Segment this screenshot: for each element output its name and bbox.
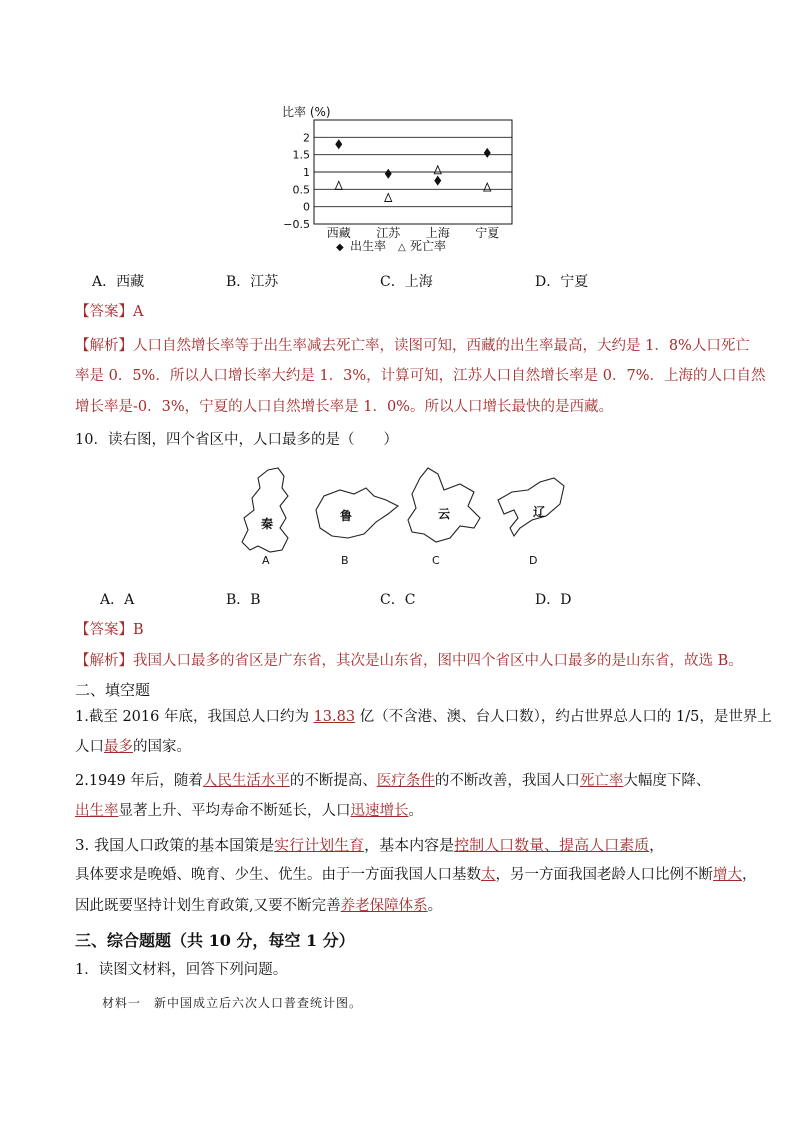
map-char-b: 鲁 — [340, 509, 353, 523]
q9-analysis-line-3: 增长率是-0．3%，宁夏的人口自然增长率是 1．0%。所以人口增长最快的是西藏。 — [75, 399, 613, 415]
y-tick-label: 0 — [303, 200, 310, 214]
text: 因此既要坚持计划生育政策,又要不断完善 — [75, 898, 341, 914]
death-rate-point — [434, 166, 441, 174]
fill-3-line-2 — [75, 865, 757, 885]
legend-marker-death: △ — [398, 242, 406, 253]
text: 人口 — [75, 739, 104, 755]
birth-rate-point — [434, 176, 441, 186]
fill-answer: 实行计划生育 — [274, 836, 365, 854]
text: 大幅度下降、 — [623, 773, 711, 789]
y-tick-label: 1 — [303, 166, 310, 179]
chart-ylabel: 比率 (%) — [282, 105, 331, 119]
comprehensive-q1: 1．读图文材料，回答下列问题。 — [75, 962, 288, 978]
map-letter-d: D — [529, 554, 538, 567]
q10-answer — [75, 620, 144, 640]
fill-2-line-2 — [75, 801, 423, 821]
fill-1-line-2 — [75, 737, 191, 757]
analysis-text: 人口自然增长率等于出生率减去死亡率，读图可知，西藏的出生率最高，大约是 1．8%人口死亡 — [133, 338, 750, 354]
text: 1.截至 2016 年底，我国总人口约为 — [75, 709, 314, 725]
fill-answer: 最多 — [104, 739, 133, 755]
birth-rate-point — [335, 139, 342, 149]
death-rate-point — [335, 181, 342, 189]
fill-3-line-1 — [75, 835, 664, 855]
y-tick-label: 2 — [303, 131, 310, 145]
text: 的不断改善，我国人口 — [434, 773, 580, 789]
map-char-d: 辽 — [533, 505, 546, 519]
analysis-tag: 【解析】 — [75, 338, 133, 354]
fill-answer: 太 — [481, 867, 496, 883]
answer-value: A — [133, 304, 144, 320]
q10-option-b: B．B — [226, 592, 261, 608]
legend-label-birth: 出生率 — [350, 239, 387, 253]
fill-answer: 养老保障体系 — [340, 898, 428, 914]
death-rate-point — [484, 183, 491, 191]
q10-option-c: C．C — [380, 592, 416, 608]
q9-option-c: C．上海 — [380, 274, 433, 290]
answer-tag: 【答案】 — [75, 622, 133, 638]
map-letter-c: C — [432, 554, 440, 567]
text: 。 — [427, 898, 443, 914]
x-category-label: 西藏 — [326, 226, 351, 240]
y-tick-label: −0.5 — [283, 218, 310, 231]
map-letter-a: A — [262, 554, 270, 567]
text: 显著上升、平均寿命不断延长，人口 — [118, 803, 351, 819]
q9-option-a: A．西藏 — [92, 274, 145, 290]
map-shaanxi-outline — [242, 468, 288, 552]
fill-answer: 人民生活水平 — [202, 773, 290, 789]
fill-answer: 迅速增长 — [350, 803, 409, 819]
q9-option-b: B．江苏 — [226, 274, 279, 290]
text: 的不断提高、 — [289, 773, 377, 789]
fill-1-line-1 — [75, 707, 772, 727]
fill-answer: 医疗条件 — [376, 773, 435, 789]
text: 。 — [408, 803, 423, 819]
text: 亿（不含港、澳、台人口数），约占世界总人口的 1/5，是世界上 — [355, 709, 772, 725]
birth-rate-point — [484, 148, 491, 158]
x-category-label: 宁夏 — [475, 226, 500, 240]
text: ， — [649, 836, 665, 854]
q9-option-d: D．宁夏 — [535, 274, 589, 290]
birth-death-rate-chart — [280, 100, 520, 260]
map-shandong-outline — [316, 488, 398, 538]
q9-analysis-line-2: 率是 0．5%．所以人口增长率大约是 1．3%，计算可知，江苏人口自然增长率是 0．7%．上海的人口自然 — [75, 368, 766, 384]
fill-answer: 增大 — [713, 867, 742, 883]
map-liaoning-outline — [498, 478, 564, 536]
text: 2.1949 年后，随着 — [75, 773, 203, 789]
q10-option-d: D．D — [535, 592, 572, 608]
death-rate-point — [385, 194, 392, 202]
text: 的国家。 — [133, 739, 191, 755]
fill-answer: 控制人口数量、提高人口素质 — [454, 836, 650, 854]
text: ， — [742, 867, 757, 883]
map-char-a: 秦 — [261, 517, 274, 531]
q10-analysis — [75, 651, 743, 671]
q9-analysis-line-1 — [75, 336, 750, 356]
section-3-heading: 三、综合题题（共 10 分，每空 1 分） — [75, 931, 355, 950]
text: ，另一方面我国老龄人口比例不断 — [495, 867, 713, 883]
map-letter-b: B — [341, 554, 349, 567]
q9-answer — [75, 302, 143, 322]
map-yunnan-outline — [408, 468, 480, 542]
section-2-heading: 二、填空题 — [75, 681, 151, 699]
analysis-tag: 【解析】 — [75, 653, 133, 669]
answer-tag: 【答案】 — [75, 304, 133, 320]
answer-value: B — [133, 622, 144, 638]
fill-answer: 死亡率 — [579, 773, 624, 789]
y-tick-label: 0.5 — [292, 183, 310, 197]
q10-question: 10．读右图，四个省区中，人口最多的是（ ） — [75, 432, 398, 448]
legend-marker-birth: ◆ — [336, 242, 344, 253]
text: ，基本内容是 — [364, 836, 455, 854]
legend-label-death: 死亡率 — [410, 239, 447, 253]
fill-2-line-1 — [75, 771, 710, 791]
birth-rate-point — [385, 169, 392, 179]
fill-answer: 出生率 — [75, 803, 119, 819]
x-category-label: 江苏 — [376, 226, 401, 240]
q10-option-a: A．A — [100, 592, 135, 608]
material-one-caption: 材料一 新中国成立后六次人口普查统计图。 — [102, 996, 363, 1010]
analysis-text: 我国人口最多的省区是广东省，其次是山东省，图中四个省区中人口最多的是山东省，故选 B。 — [133, 653, 743, 669]
fill-answer: 13.83 — [313, 709, 356, 725]
fill-3-line-3 — [75, 896, 442, 916]
map-char-c: 云 — [438, 507, 451, 521]
text: 3. 我国人口政策的基本国策是 — [75, 836, 275, 854]
x-category-label: 上海 — [425, 226, 450, 240]
text: 具体要求是晚婚、晚育、少生、优生。由于一方面我国人口基数 — [75, 867, 481, 883]
chart-legend — [336, 238, 446, 253]
y-tick-label: 1.5 — [292, 148, 310, 162]
province-outline-maps — [228, 466, 568, 570]
